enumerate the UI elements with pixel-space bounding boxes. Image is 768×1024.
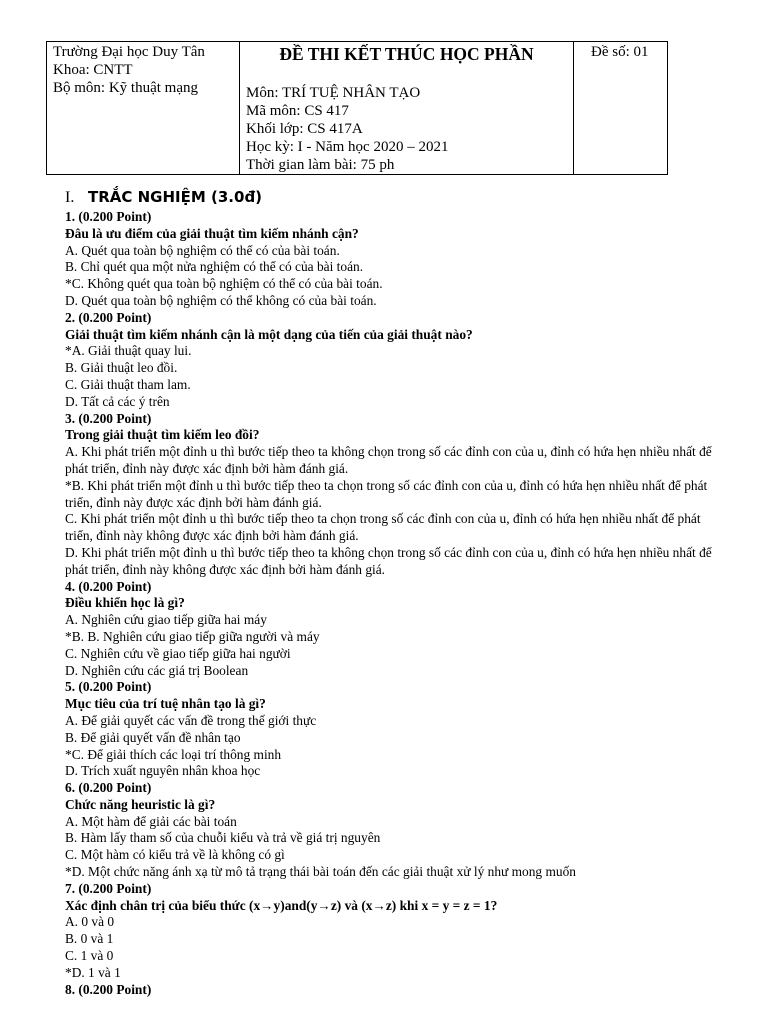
course-code: Mã môn: CS 417 bbox=[246, 103, 349, 119]
option-a: A. Nghiên cứu giao tiếp giữa hai máy bbox=[65, 612, 267, 628]
option-c: C. Một hàm có kiểu trả về là không có gì bbox=[65, 847, 285, 863]
option-a: A. Quét qua toàn bộ nghiệm có thể có của bài toán. bbox=[65, 242, 340, 258]
subject-name: Môn: TRÍ TUỆ NHÂN TẠO bbox=[246, 85, 421, 101]
option-a: *A. Giải thuật quay lui. bbox=[65, 343, 192, 359]
question-heading: 4. (0.200 Point) bbox=[65, 578, 152, 594]
option-c: C. Giải thuật tham lam. bbox=[65, 376, 191, 392]
exam-body bbox=[65, 189, 715, 998]
question-heading: 8. (0.200 Point) bbox=[65, 981, 152, 997]
question-text: Mục tiêu của trí tuệ nhân tạo là gì? bbox=[65, 696, 266, 712]
question-6 bbox=[65, 780, 715, 881]
option-d: D. Nghiên cứu các giá trị Boolean bbox=[65, 662, 249, 678]
question-heading: 3. (0.200 Point) bbox=[65, 410, 152, 426]
option-c: C. 1 và 0 bbox=[65, 948, 114, 964]
section-title: TRẮC NGHIỆM (3.0đ) bbox=[88, 188, 263, 206]
question-text: Chức năng heuristic là gì? bbox=[65, 796, 216, 812]
question-1 bbox=[65, 209, 715, 310]
option-b: B. Giải thuật leo đồi. bbox=[65, 360, 178, 376]
question-text: Xác định chân trị của biểu thức (x→y)and(y→z) và (x→z) khi x = y = z = 1? bbox=[65, 897, 498, 913]
institution-cell bbox=[47, 42, 240, 175]
exam-header-table bbox=[46, 41, 668, 175]
exam-info-cell bbox=[240, 42, 574, 175]
option-d: *D. Một chức năng ánh xạ từ mô tả trạng thái bài toán đến các giải thuật xử lý như mong muốn bbox=[65, 864, 576, 880]
option-d: D. Quét qua toàn bộ nghiệm có thể không có của bài toán. bbox=[65, 292, 377, 308]
question-text: Đâu là ưu điểm của giải thuật tìm kiếm nhánh cận? bbox=[65, 225, 359, 241]
question-7 bbox=[65, 881, 715, 982]
duration: Thời gian làm bài: 75 ph bbox=[246, 157, 395, 173]
option-b: B. 0 và 1 bbox=[65, 931, 114, 947]
question-heading: 7. (0.200 Point) bbox=[65, 880, 152, 896]
option-d: *D. 1 và 1 bbox=[65, 964, 121, 980]
option-b: B. Chỉ quét qua một nửa nghiệm có thể có của bài toán. bbox=[65, 259, 364, 275]
exam-number-cell bbox=[574, 42, 668, 175]
class-name: Khối lớp: CS 417A bbox=[246, 121, 363, 137]
question-heading: 5. (0.200 Point) bbox=[65, 679, 152, 695]
exam-title: ĐỀ THI KẾT THÚC HỌC PHẦN bbox=[279, 44, 534, 64]
semester: Học kỳ: I - Năm học 2020 – 2021 bbox=[246, 139, 449, 155]
option-a: A. Khi phát triển một đỉnh u thì bước tiếp theo ta không chọn trong số các đỉnh con của u, đỉnh có hứa hẹn nhiều nhất để phát triển, đỉnh này được xác định bởi hàm đánh giá. bbox=[65, 444, 712, 476]
option-b: B. Để giải quyết vấn đề nhân tạo bbox=[65, 729, 241, 745]
option-d: D. Khi phát triển một đỉnh u thì bước tiếp theo ta không chọn trong số các đỉnh con của u, đỉnh có hứa hẹn nhiều nhất để phát triển, đỉnh này không được xác định bởi hàm đánh giá. bbox=[65, 544, 712, 577]
option-a: A. Để giải quyết các vấn đề trong thế giới thực bbox=[65, 712, 317, 728]
option-c: *C. Không quét qua toàn bộ nghiệm có thể có của bài toán. bbox=[65, 276, 383, 292]
option-b: *B. B. Nghiên cứu giao tiếp giữa người và máy bbox=[65, 628, 320, 644]
section-number: I. bbox=[65, 189, 75, 206]
option-a: A. Một hàm để giải các bài toán bbox=[65, 813, 237, 829]
question-text: Điều khiển học là gì? bbox=[65, 595, 185, 611]
option-b: B. Hàm lấy tham số của chuỗi kiểu và trả về giá trị nguyên bbox=[65, 830, 381, 846]
question-8 bbox=[65, 982, 715, 999]
question-heading: 1. (0.200 Point) bbox=[65, 209, 152, 224]
option-c: *C. Để giải thích các loại trí thông minh bbox=[65, 746, 282, 762]
exam-number: Đề số: 01 bbox=[591, 44, 649, 60]
section-heading bbox=[65, 189, 715, 208]
option-a: A. 0 và 0 bbox=[65, 914, 115, 930]
school-name: Trường Đại học Duy Tân bbox=[53, 44, 205, 60]
question-3 bbox=[65, 411, 715, 579]
question-5 bbox=[65, 679, 715, 780]
option-c: C. Nghiên cứu về giao tiếp giữa hai người bbox=[65, 645, 291, 661]
question-heading: 2. (0.200 Point) bbox=[65, 309, 152, 325]
option-b: *B. Khi phát triển một đỉnh u thì bước tiếp theo ta chọn trong số các đỉnh con của u, đỉnh có hứa hẹn nhiều nhất để phát triển, đỉnh này được xác định bởi hàm đánh giá. bbox=[65, 477, 708, 510]
department-name: Bộ môn: Kỹ thuật mạng bbox=[53, 80, 198, 96]
option-d: D. Tất cả các ý trên bbox=[65, 393, 170, 409]
question-2 bbox=[65, 310, 715, 411]
option-c: C. Khi phát triển một đỉnh u thì bước tiếp theo ta chọn trong số các đỉnh con của u, đỉnh có hứa hẹn nhiều nhất để phát triển, đỉnh này không được xác định bởi hàm đánh giá. bbox=[65, 511, 701, 544]
faculty-name: Khoa: CNTT bbox=[53, 62, 133, 78]
question-4 bbox=[65, 579, 715, 680]
option-d: D. Trích xuất nguyên nhân khoa học bbox=[65, 763, 261, 779]
question-text: Giải thuật tìm kiếm nhánh cận là một dạng của tiến của giải thuật nào? bbox=[65, 326, 473, 342]
question-heading: 6. (0.200 Point) bbox=[65, 780, 152, 796]
question-text: Trong giải thuật tìm kiếm leo đồi? bbox=[65, 427, 260, 443]
